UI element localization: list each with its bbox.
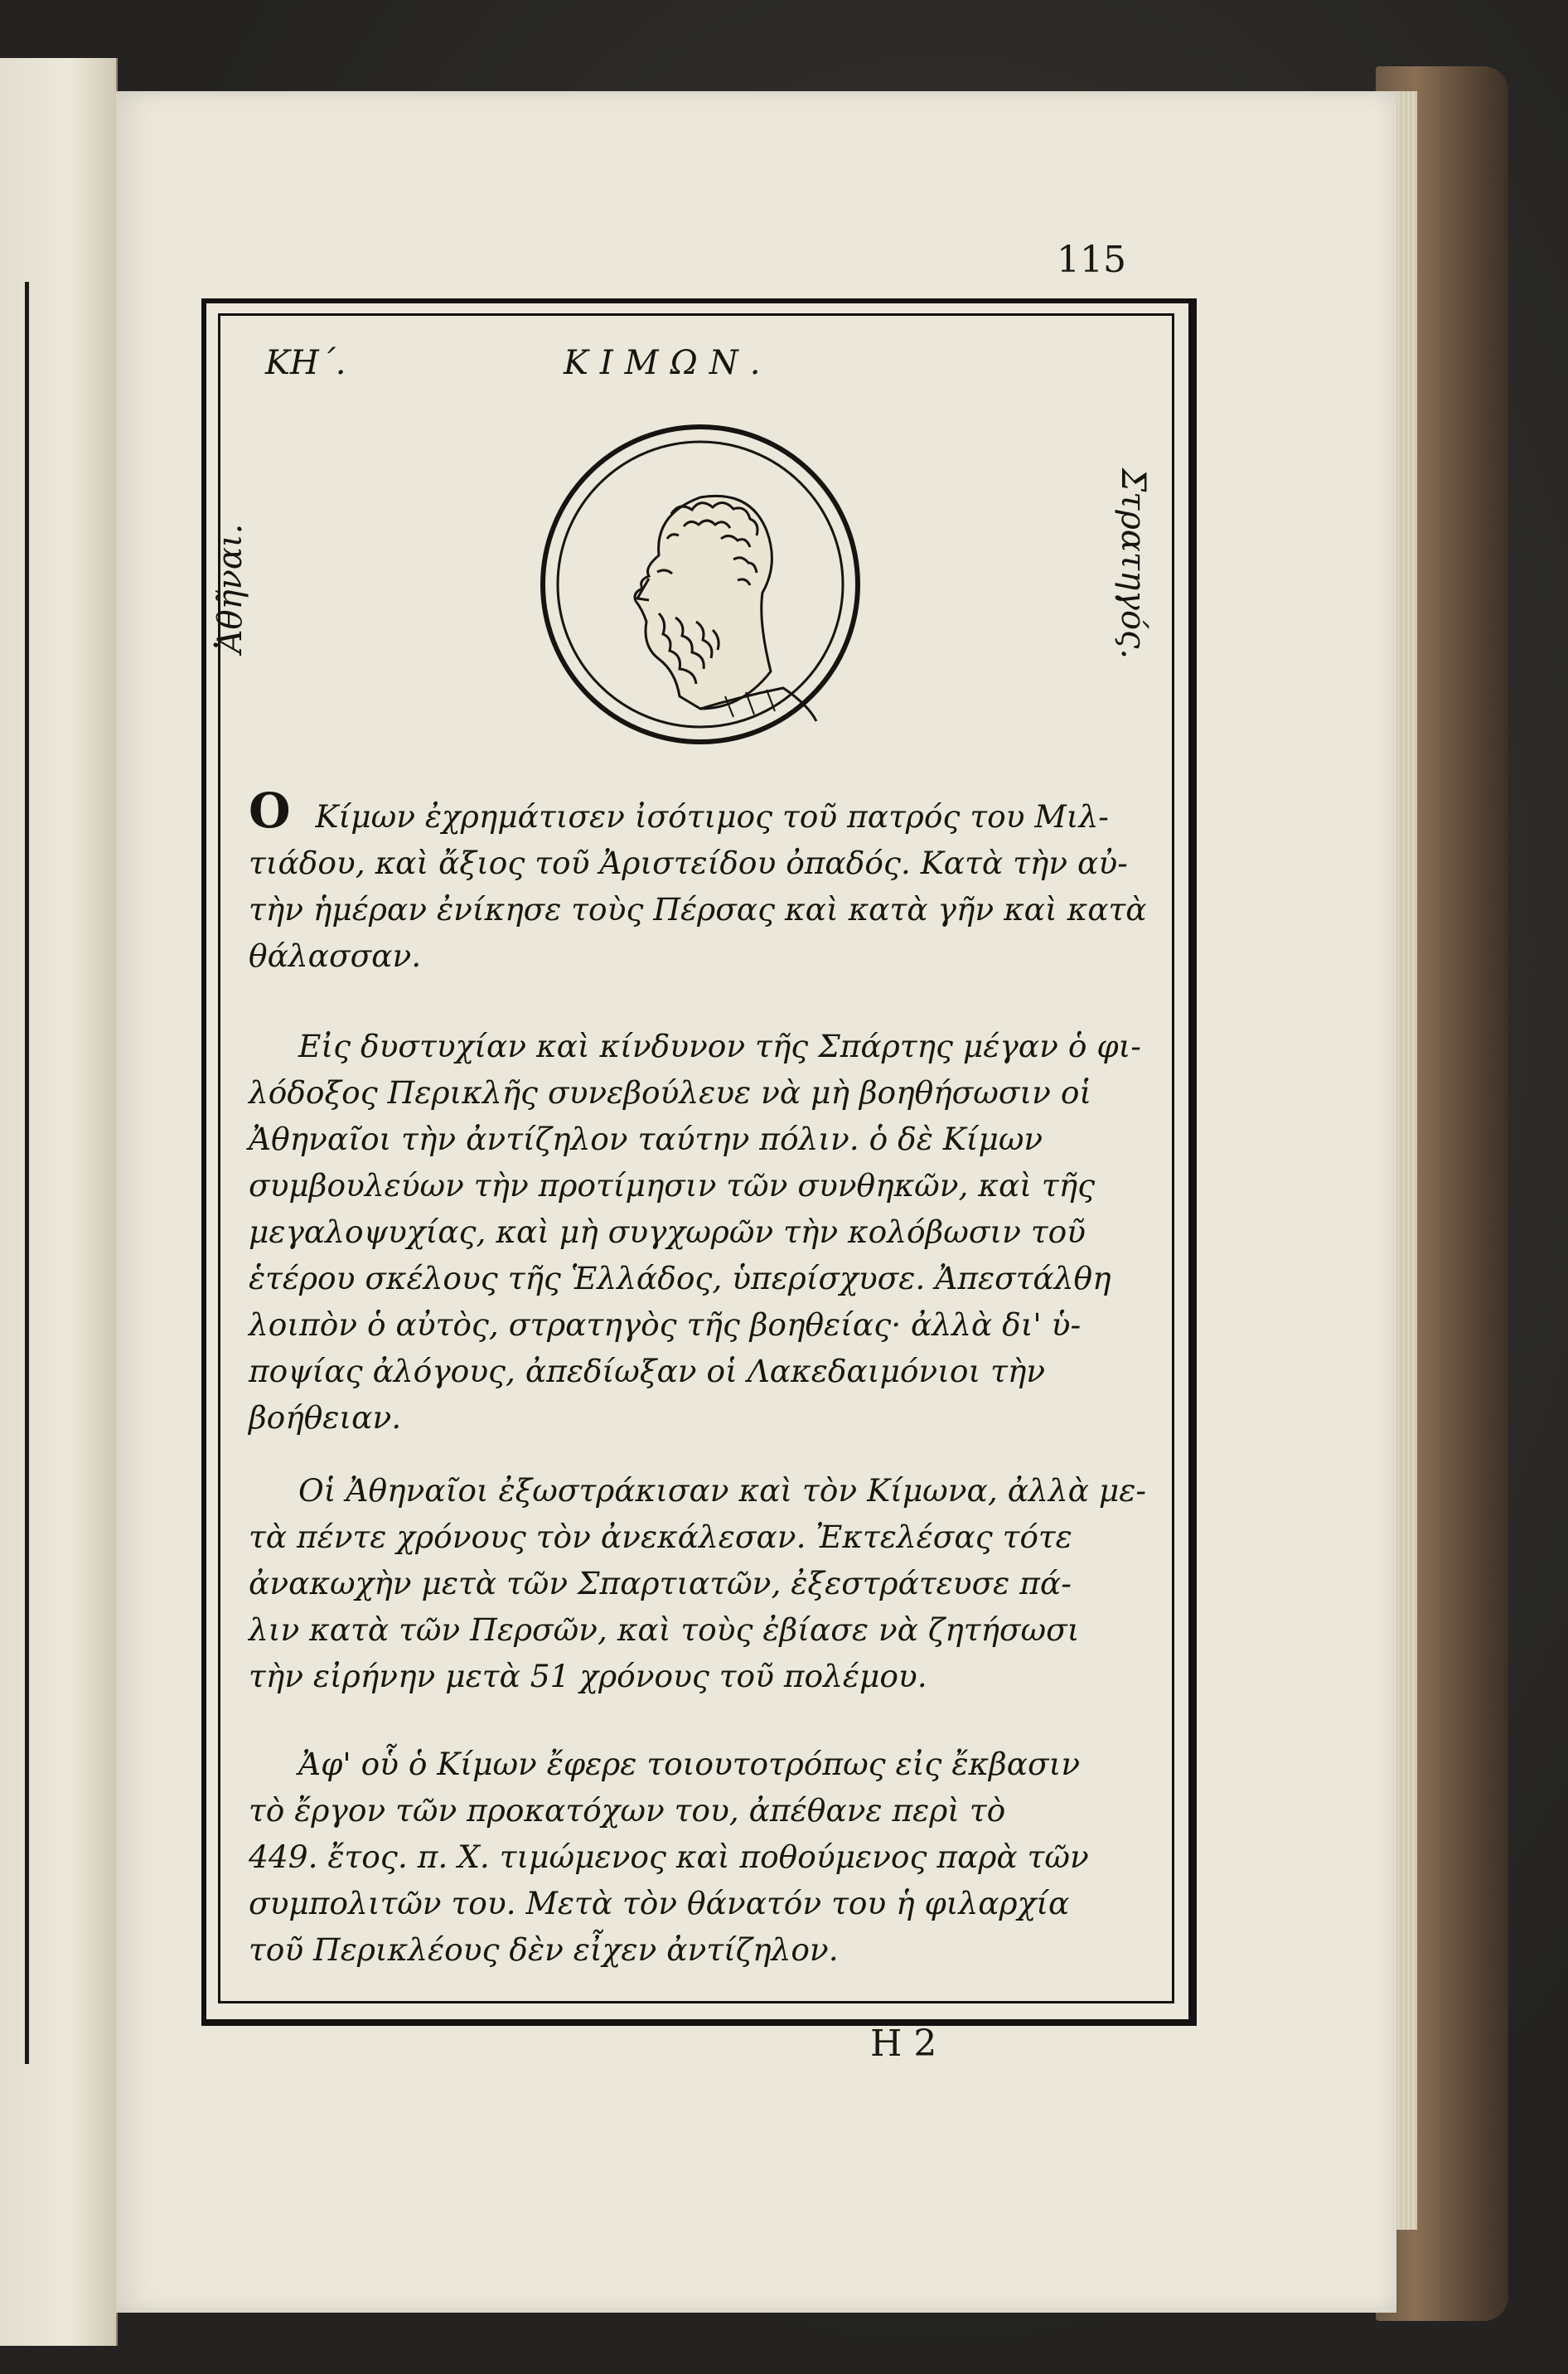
left-page-frame-border	[0, 282, 29, 2064]
paragraph-3-line-4: λιν κατὰ τῶν Περσῶν, καὶ τοὺς ἐβίασε νὰ ζητήσωσι	[249, 1611, 1080, 1648]
paragraph-2-line-8: ποψίας ἀλόγους, ἀπεδίωξαν οἱ Λακεδαιμόνιοι τὴν	[249, 1353, 1046, 1389]
left-page-fragment	[0, 58, 118, 2346]
paragraph-2-line-5: μεγαλοψυχίας, καὶ μὴ συγχωρῶν τὴν κολόβωσιν τοῦ	[249, 1214, 1086, 1250]
line-text: Κίμων ἐχρημάτισεν ἰσότιμος τοῦ πατρός του Μιλ-	[315, 798, 1109, 835]
paragraph-1	[249, 782, 1152, 979]
paragraph-2-line-4: συμβουλεύων τὴν προτίμησιν τῶν συνθηκῶν, καὶ τῆς	[249, 1167, 1096, 1204]
signature-mark: Η 2	[870, 2023, 937, 2065]
paragraph-2-line-2: λόδοξος Περικλῆς συνεβούλευε νὰ μὴ βοηθήσωσιν οἱ	[249, 1074, 1092, 1111]
paragraph-2-line-6: ἑτέρου σκέλους τῆς Ἑλλάδος, ὑπερίσχυσε. Ἀπεστάλθη	[249, 1260, 1111, 1296]
paragraph-3-line-3: ἀνακωχὴν μετὰ τῶν Σπαρτιατῶν, ἐξεστράτευσε πά-	[249, 1565, 1072, 1601]
chapter-number: ΚΗ΄.	[265, 344, 346, 382]
chapter-title: ΚΙΜΩΝ.	[564, 344, 772, 382]
portrait-medallion-icon	[535, 423, 866, 754]
paragraph-4-line-1: Ἀφ' οὗ ὁ Κίμων ἔφερε τοιουτοτρόπως εἰς ἔκβασιν	[298, 1746, 1081, 1782]
paragraph-1-line-3: τὴν ἡμέραν ἐνίκησε τοὺς Πέρσας καὶ κατὰ γῆν καὶ κατὰ	[249, 891, 1147, 928]
paragraph-4	[249, 1741, 1152, 1973]
paragraph-2	[249, 1023, 1152, 1441]
paragraph-1-line-2: τιάδου, καὶ ἄξιος τοῦ Ἀριστείδου ὀπαδός. Κατὰ τὴν αὐ-	[249, 845, 1128, 881]
paragraph-2-line-3: Ἀθηναῖοι τὴν ἀντίζηλον ταύτην πόλιν. ὁ δὲ Κίμων	[249, 1121, 1043, 1157]
paragraph-2-line-7: λοιπὸν ὁ αὐτὸς, στρατηγὸς τῆς βοηθείας· ἀλλὰ δι' ὑ-	[249, 1306, 1082, 1343]
drop-cap: Ο	[249, 782, 291, 839]
paragraph-3	[249, 1467, 1152, 1699]
paragraph-3-line-2: τὰ πέντε χρόνους τὸν ἀνεκάλεσαν. Ἐκτελέσας τότε	[249, 1519, 1072, 1555]
side-label-left: Ἀθῆναι.	[211, 523, 249, 654]
paragraph-4-line-3: 449. ἔτος. π. Χ. τιμώμενος καὶ ποθούμενος παρὰ τῶν	[249, 1839, 1089, 1875]
paragraph-2-line-1: Εἰς δυστυχίαν καὶ κίνδυνον τῆς Σπάρτης μέγαν ὁ φι-	[298, 1028, 1141, 1064]
paragraph-4-line-5: τοῦ Περικλέους δὲν εἶχεν ἀντίζηλον.	[249, 1931, 839, 1968]
paragraph-3-line-1: Οἱ Ἀθηναῖοι ἐξωστράκισαν καὶ τὸν Κίμωνα, ἀλλὰ με-	[298, 1472, 1146, 1509]
paragraph-3-line-5: τὴν εἰρήνην μετὰ 51 χρόνους τοῦ πολέμου.	[249, 1658, 927, 1694]
paragraph-2-line-9: βοήθειαν.	[249, 1399, 402, 1436]
paragraph-1-line-1	[249, 782, 1152, 840]
paragraph-1-line-4: θάλασσαν.	[249, 937, 422, 974]
paragraph-4-line-4: συμπολιτῶν του. Μετὰ τὸν θάνατόν του ἡ φιλαρχία	[249, 1885, 1070, 1921]
paragraph-4-line-2: τὸ ἔργον τῶν προκατόχων του, ἀπέθανε περὶ τὸ	[249, 1792, 1006, 1829]
side-label-right: Στρατηγός.	[1114, 468, 1152, 660]
page-number: 115	[1057, 239, 1126, 281]
